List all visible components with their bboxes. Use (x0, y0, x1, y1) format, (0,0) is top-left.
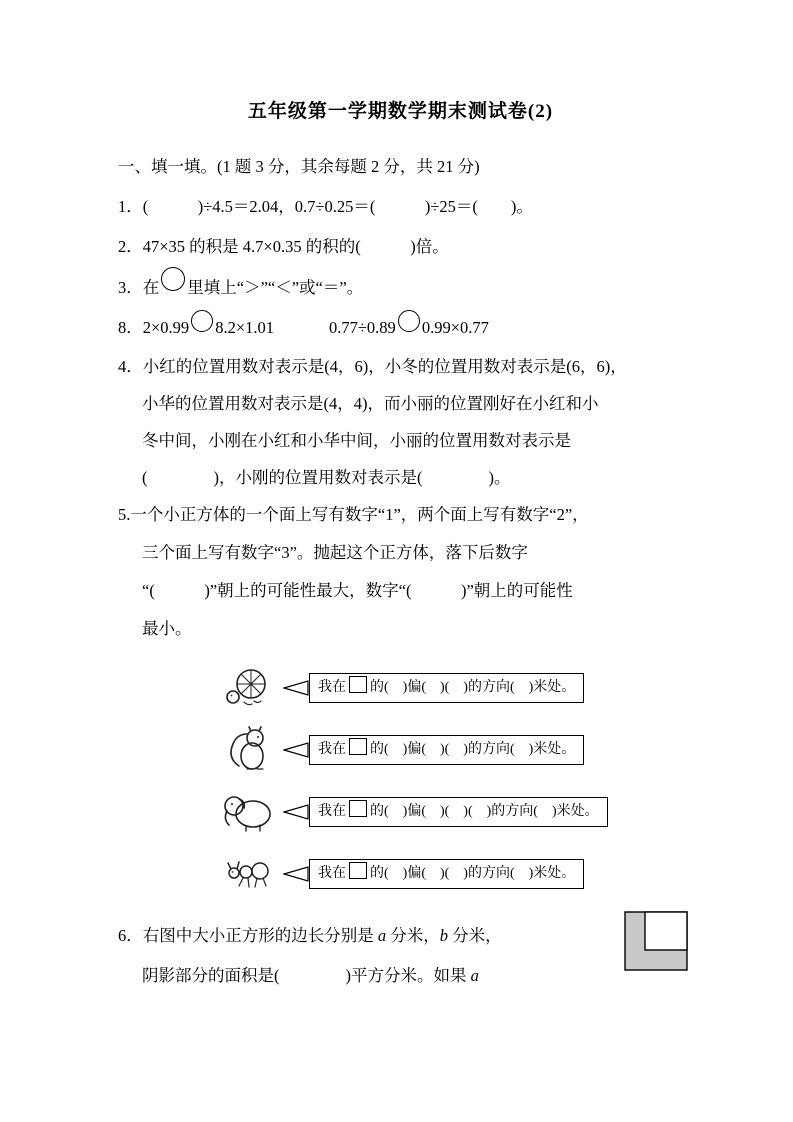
speech-tail-icon (283, 678, 309, 698)
question-6 (118, 916, 683, 996)
blank-box (349, 800, 367, 817)
question-8-expr-4: 0.99×0.77 (421, 318, 489, 337)
speech-bubble (309, 797, 608, 827)
squares-diagram (623, 910, 691, 974)
question-3-text-after: 里填上“＞”“＜”或“＝”。 (187, 278, 364, 297)
question-8-expr-3: 0.77÷0.89 (329, 318, 396, 337)
ant-icon (213, 857, 283, 891)
variable-b: b (439, 926, 448, 945)
question-6-line-1 (118, 916, 683, 956)
question-4-line-2: 小华的位置用数对表示是(4，4)，而小丽的位置刚好在小红和小 (142, 394, 599, 413)
question-4-line-3: 冬中间，小刚在小红和小华中间，小丽的位置用数对表示是 (142, 431, 571, 450)
question-6-text: 6．右图中大小正方形的边长分别是 (118, 926, 378, 945)
question-5-line-3: “( )”朝上的可能性最大，数字“( )”朝上的可能性 (142, 581, 573, 600)
question-8 (118, 308, 683, 348)
speech-tail-icon (283, 740, 309, 760)
elephant-icon (213, 790, 283, 834)
bubble-text-before: 我在 (318, 866, 346, 881)
speech-tail-icon (283, 864, 309, 884)
blank-box (349, 676, 367, 693)
bubble-text-after: 的( )偏( )( )( )的方向( )米处。 (370, 804, 599, 819)
bubble-text-before: 我在 (318, 742, 346, 757)
question-4-line-4: ( )，小刚的位置用数对表示是( )。 (142, 468, 511, 487)
variable-a: a (470, 966, 479, 985)
question-6-text: 分米， (448, 926, 502, 945)
speech-bubble (309, 735, 584, 765)
question-8-expr-2: 8.2×1.01 (215, 318, 274, 337)
blank-box (349, 862, 367, 879)
page-title: 五年级第一学期数学期末测试卷(2) (247, 101, 554, 122)
question-3-text-before: 3．在 (118, 278, 160, 297)
question-1: 1．( )÷4.5＝2.04，0.7÷0.25＝( )÷25＝( )。 (118, 197, 533, 216)
blank-box (349, 738, 367, 755)
squirrel-icon (213, 726, 283, 774)
question-6-text: 阴影部分的面积是( )平方分米。如果 (142, 966, 471, 985)
variable-a: a (377, 926, 387, 945)
bubble-text-before: 我在 (318, 680, 346, 695)
speech-tail-icon (283, 802, 309, 822)
speech-bubble (309, 673, 584, 703)
question-4-line-1: 4．小红的位置用数对表示是(4，6)，小冬的位置用数对表示是(6，6)， (118, 357, 627, 376)
question-4 (118, 348, 683, 496)
bubble-text-after: 的( )偏( )( )的方向( )米处。 (370, 866, 576, 881)
speech-bubble (309, 859, 584, 889)
question-6-text: 分米， (386, 926, 440, 945)
question-5 (118, 496, 683, 648)
question-3 (118, 267, 683, 308)
direction-bubbles (213, 662, 683, 900)
bubble-row-1 (213, 662, 683, 714)
question-5-line-1: 5.一个小正方体的一个面上写有数字“1”，两个面上写有数字“2”， (118, 505, 589, 524)
question-5-line-2: 三个面上写有数字“3”。抛起这个正方体，落下后数字 (142, 543, 528, 562)
compare-circle-icon (161, 267, 185, 291)
question-5-line-4: 最小。 (142, 619, 192, 638)
bubble-row-3 (213, 786, 683, 838)
compare-circle-icon (191, 310, 213, 332)
turtle-icon (213, 665, 283, 711)
bubble-text-after: 的( )偏( )( )的方向( )米处。 (370, 680, 576, 695)
section-heading: 一、填一填。(1 题 3 分，其余每题 2 分，共 21 分) (118, 157, 480, 176)
bubble-text-before: 我在 (318, 804, 346, 819)
bubble-row-2 (213, 724, 683, 776)
bubble-text-after: 的( )偏( )( )的方向( )米处。 (370, 742, 576, 757)
question-6-line-2 (118, 956, 683, 996)
compare-circle-icon (398, 310, 420, 332)
question-2: 2．47×35 的积是 4.7×0.35 的积的( )倍。 (118, 237, 449, 256)
bubble-row-4 (213, 848, 683, 900)
question-8-expr-1: 8．2×0.99 (118, 318, 190, 337)
